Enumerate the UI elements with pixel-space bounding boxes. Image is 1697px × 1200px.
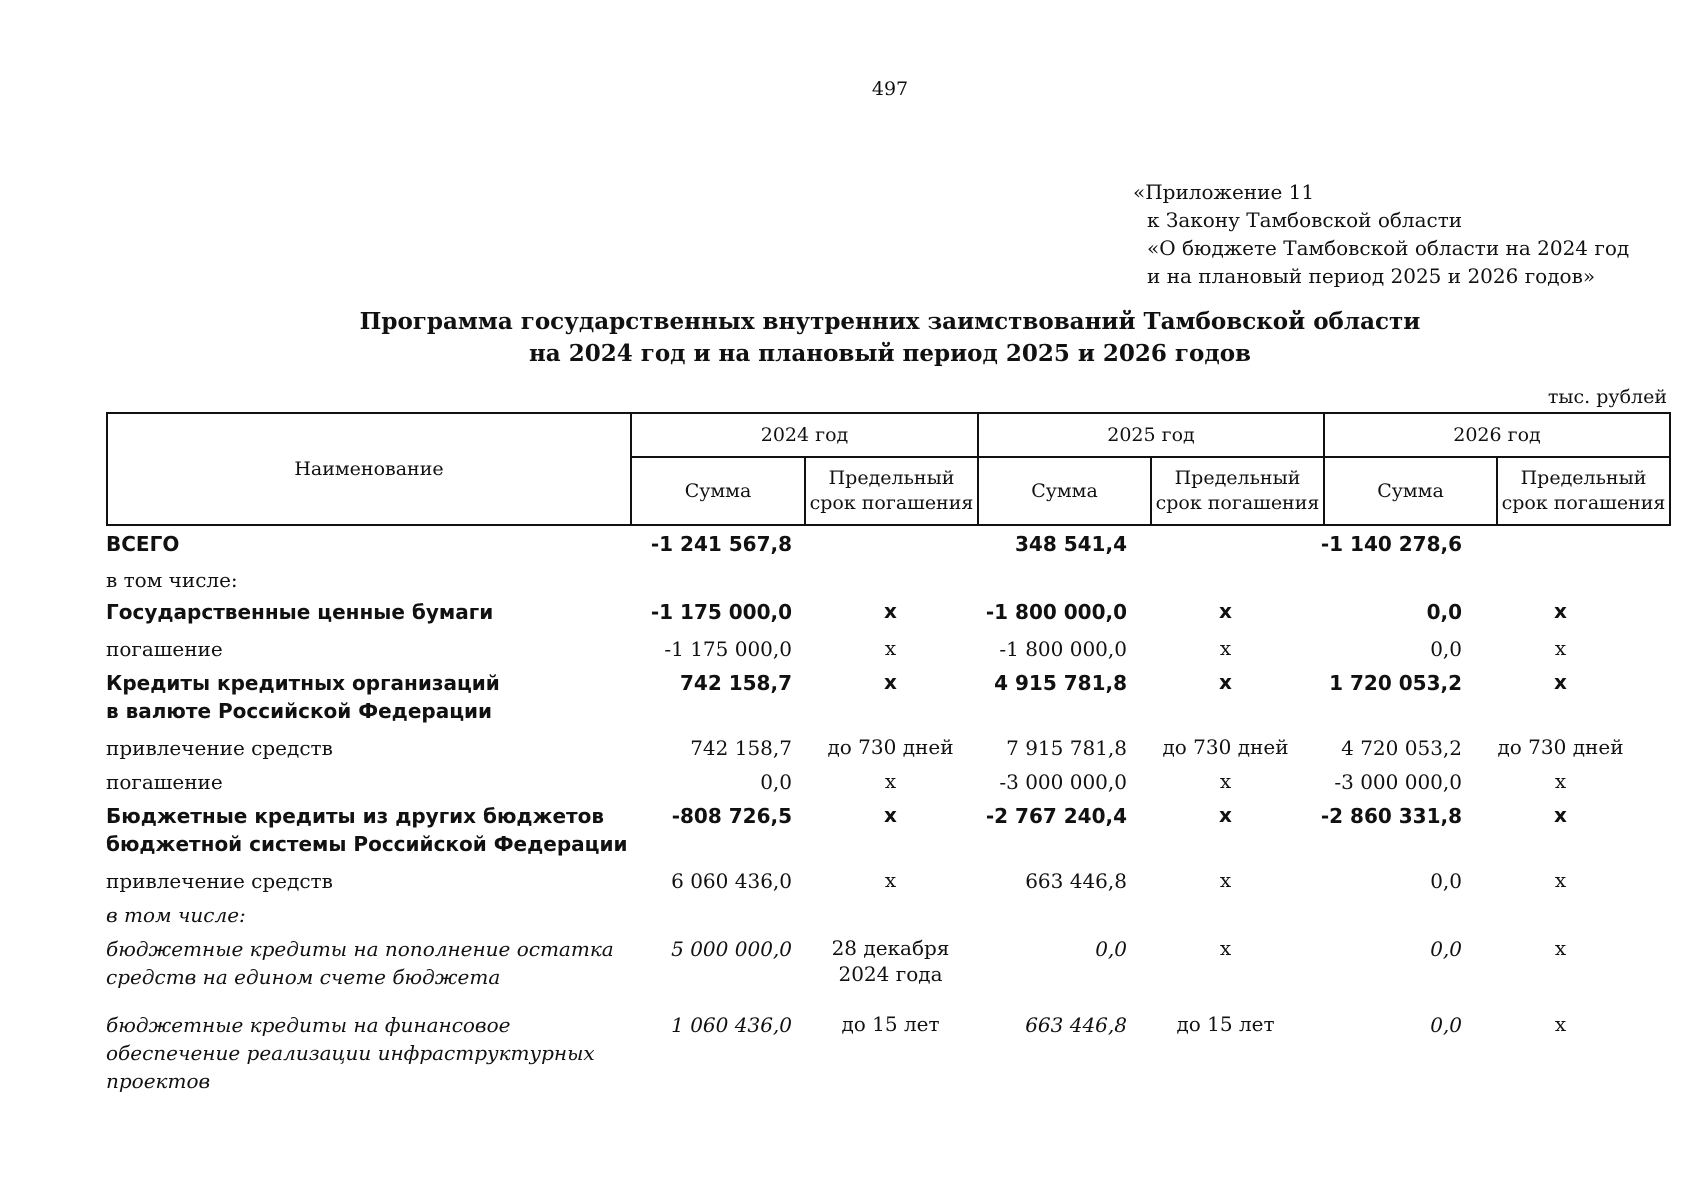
row-name: Кредиты кредитных организаций в валюте Российской Федерации bbox=[106, 671, 500, 723]
table-row bbox=[106, 901, 1669, 929]
cell-sum: -808 726,5 bbox=[671, 804, 792, 828]
cell-sum: 742 158,7 bbox=[690, 736, 792, 760]
table-row bbox=[106, 802, 1669, 858]
cell-sum: -1 800 000,0 bbox=[985, 600, 1127, 624]
table-row bbox=[106, 598, 1669, 626]
cell-sum: 4 720 053,2 bbox=[1341, 736, 1462, 760]
appendix-line-1: «Приложение 11 bbox=[1133, 180, 1315, 204]
cell-sum: 663 446,8 bbox=[1025, 869, 1127, 893]
cell-sum: -3 000 000,0 bbox=[999, 770, 1127, 794]
cell-term: х bbox=[884, 803, 897, 827]
table-header bbox=[106, 412, 1671, 526]
header-sum: Сумма bbox=[631, 457, 805, 525]
cell-term: х bbox=[1219, 936, 1232, 960]
cell-term: х bbox=[1554, 1012, 1567, 1036]
cell-sum: 0,0 bbox=[1095, 937, 1127, 961]
cell-sum: 0,0 bbox=[1430, 937, 1462, 961]
row-name: ВСЕГО bbox=[106, 532, 180, 556]
cell-term: х bbox=[1554, 803, 1567, 827]
cell-sum: 4 915 781,8 bbox=[994, 671, 1127, 695]
row-name: бюджетные кредиты на пополнение остатка средств на едином счете бюджета bbox=[106, 937, 614, 989]
header-year-2026: 2026 год bbox=[1324, 413, 1670, 457]
cell-sum: -1 175 000,0 bbox=[650, 600, 792, 624]
appendix-line-2: к Закону Тамбовской области bbox=[1147, 208, 1463, 232]
cell-sum: 0,0 bbox=[1430, 1013, 1462, 1037]
cell-sum: -2 860 331,8 bbox=[1320, 804, 1462, 828]
cell-sum: -3 000 000,0 bbox=[1334, 770, 1462, 794]
row-name: в том числе: bbox=[106, 568, 238, 592]
cell-term: х bbox=[884, 769, 897, 793]
table-row bbox=[106, 867, 1669, 895]
cell-term: х bbox=[1219, 599, 1232, 623]
table-row bbox=[106, 1011, 1669, 1095]
cell-term: х bbox=[884, 599, 897, 623]
header-term: Предельный срок погашения bbox=[805, 457, 978, 525]
table-body bbox=[106, 530, 1669, 1095]
cell-sum: 742 158,7 bbox=[680, 671, 792, 695]
row-name: Государственные ценные бумаги bbox=[106, 600, 494, 624]
cell-sum: -2 767 240,4 bbox=[985, 804, 1127, 828]
cell-term: х bbox=[1219, 636, 1232, 660]
header-term: Предельный срок погашения bbox=[1497, 457, 1670, 525]
cell-term: х bbox=[1219, 868, 1232, 892]
cell-sum: 5 000 000,0 bbox=[671, 937, 792, 961]
cell-sum: 1 060 436,0 bbox=[671, 1013, 792, 1037]
cell-sum: 7 915 781,8 bbox=[1006, 736, 1127, 760]
table-row bbox=[106, 734, 1669, 762]
cell-sum: 0,0 bbox=[1426, 600, 1462, 624]
cell-sum: 6 060 436,0 bbox=[671, 869, 792, 893]
page-number: 497 bbox=[871, 78, 909, 100]
header-year-2024: 2024 год bbox=[631, 413, 978, 457]
cell-sum: 1 720 053,2 bbox=[1329, 671, 1462, 695]
cell-term: х bbox=[1554, 670, 1567, 694]
cell-term: х bbox=[1554, 769, 1567, 793]
table-row bbox=[106, 635, 1669, 663]
cell-sum: 0,0 bbox=[1430, 637, 1462, 661]
cell-sum: -1 175 000,0 bbox=[664, 637, 792, 661]
cell-term: х bbox=[1554, 599, 1567, 623]
cell-term: до 15 лет bbox=[1176, 1012, 1275, 1036]
title-line-2: на 2024 год и на плановый период 2025 и 2026 годов bbox=[528, 340, 1252, 367]
cell-sum: 348 541,4 bbox=[1015, 532, 1127, 556]
cell-term: х bbox=[884, 868, 897, 892]
row-name: в том числе: bbox=[106, 903, 246, 927]
cell-sum: 0,0 bbox=[1430, 869, 1462, 893]
row-name: привлечение средств bbox=[106, 736, 333, 760]
header-year-2025: 2025 год bbox=[978, 413, 1324, 457]
cell-term: х bbox=[884, 670, 897, 694]
cell-term: до 730 дней bbox=[1162, 735, 1289, 759]
appendix-line-4: и на плановый период 2025 и 2026 годов» bbox=[1147, 264, 1596, 288]
cell-term: х bbox=[1554, 636, 1567, 660]
cell-term: х bbox=[1219, 670, 1232, 694]
cell-term: х bbox=[1219, 803, 1232, 827]
table-row bbox=[106, 530, 1669, 558]
title-line-1: Программа государственных внутренних заимствований Тамбовской области bbox=[359, 308, 1421, 335]
cell-term: до 730 дней bbox=[1497, 735, 1624, 759]
table-row bbox=[106, 935, 1669, 991]
cell-term: х bbox=[884, 636, 897, 660]
header-name: Наименование bbox=[107, 413, 631, 525]
appendix-reference bbox=[1133, 178, 1629, 290]
table-row bbox=[106, 768, 1669, 796]
cell-sum: -1 241 567,8 bbox=[650, 532, 792, 556]
table-row bbox=[106, 669, 1669, 725]
cell-term: х bbox=[1554, 868, 1567, 892]
row-name: погашение bbox=[106, 637, 223, 661]
cell-sum: -1 800 000,0 bbox=[999, 637, 1127, 661]
document-title bbox=[106, 306, 1674, 370]
table-row bbox=[106, 566, 1669, 594]
header-sum: Сумма bbox=[978, 457, 1151, 525]
cell-sum: 0,0 bbox=[760, 770, 792, 794]
header-term: Предельный срок погашения bbox=[1151, 457, 1324, 525]
cell-term: до 730 дней bbox=[827, 735, 954, 759]
row-name: бюджетные кредиты на финансовое обеспечение реализации инфраструктурных проектов bbox=[106, 1013, 595, 1093]
row-name: привлечение средств bbox=[106, 869, 333, 893]
cell-term: х bbox=[1219, 769, 1232, 793]
cell-sum: 663 446,8 bbox=[1025, 1013, 1127, 1037]
cell-term: х bbox=[1554, 936, 1567, 960]
row-name: погашение bbox=[106, 770, 223, 794]
cell-sum: -1 140 278,6 bbox=[1320, 532, 1462, 556]
units-label: тыс. рублей bbox=[1547, 386, 1667, 408]
appendix-line-3: «О бюджете Тамбовской области на 2024 год bbox=[1147, 236, 1630, 260]
row-name: Бюджетные кредиты из других бюджетов бюджетной системы Российской Федерации bbox=[106, 804, 628, 856]
cell-term: до 15 лет bbox=[841, 1012, 940, 1036]
header-sum: Сумма bbox=[1324, 457, 1497, 525]
cell-term: 28 декабря 2024 года bbox=[831, 936, 950, 986]
